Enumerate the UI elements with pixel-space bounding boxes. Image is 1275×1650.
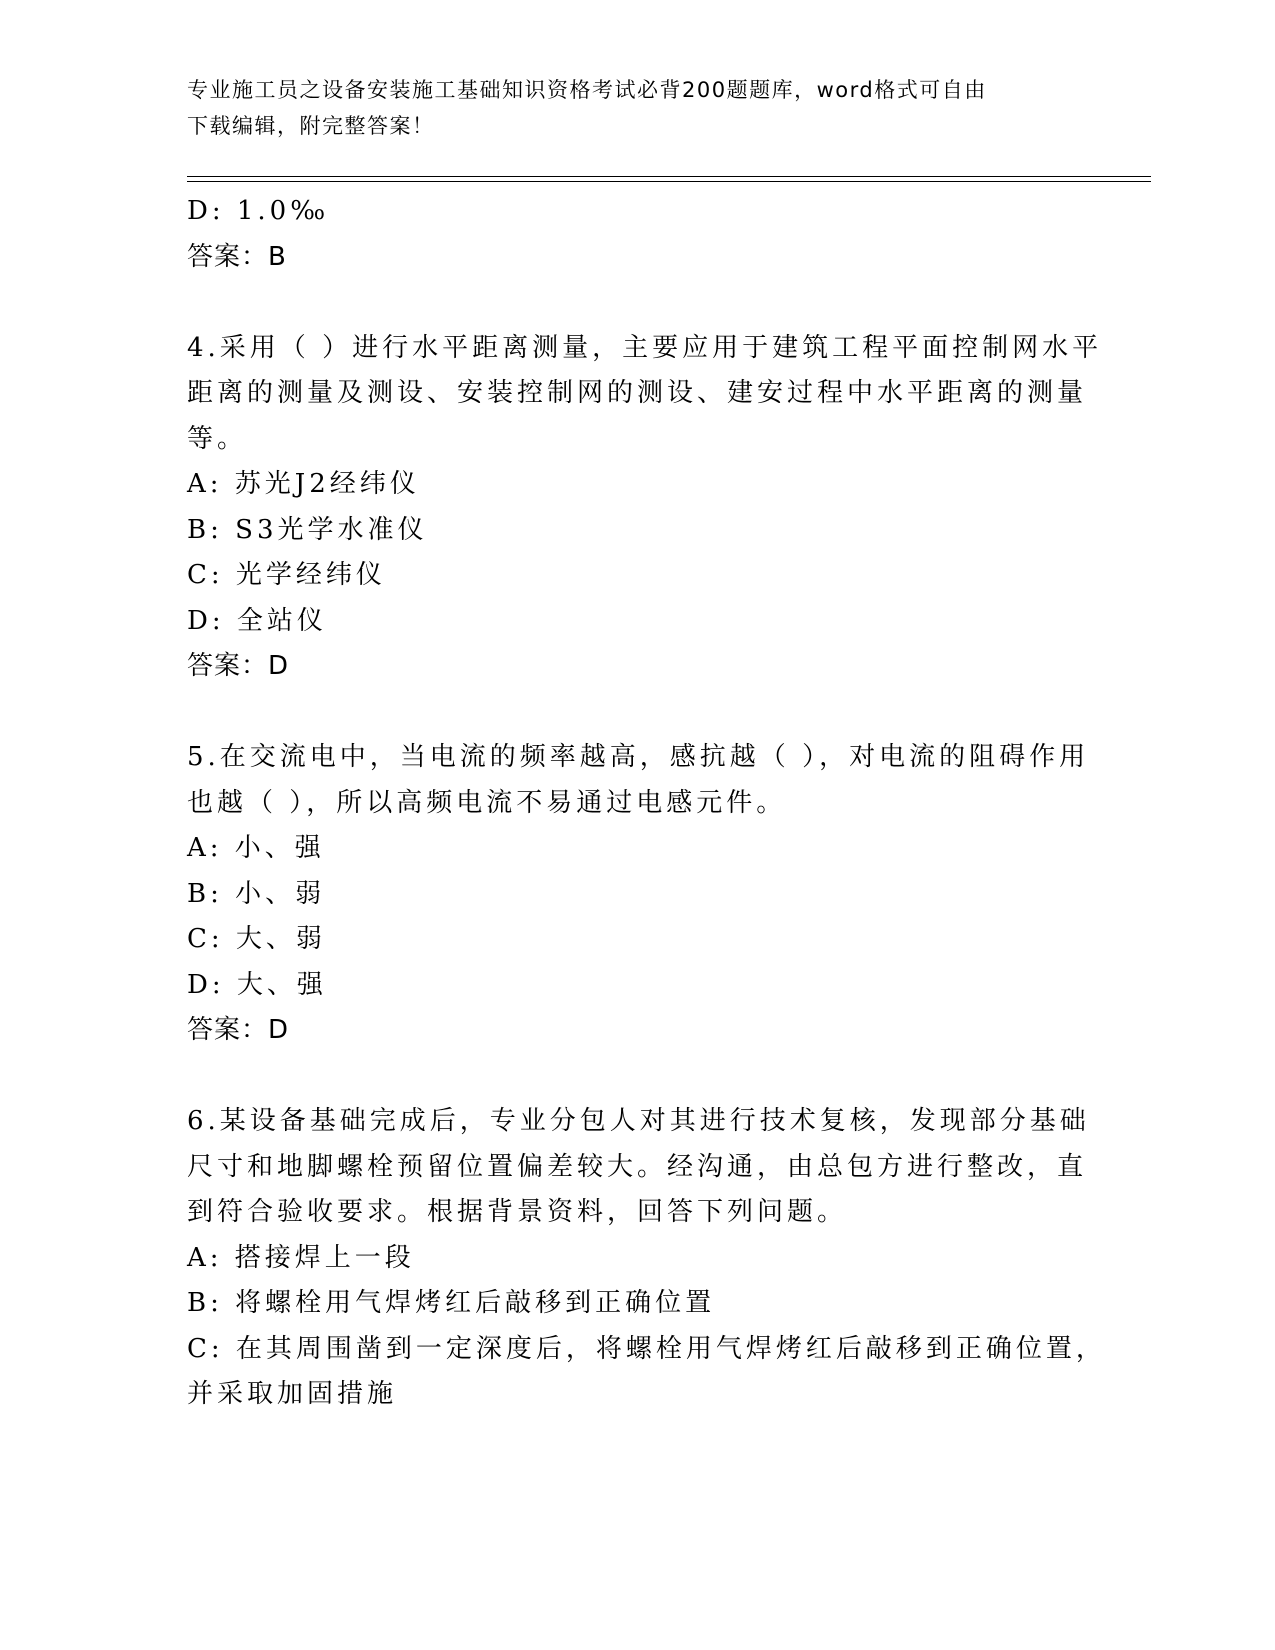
question-stem-line: 距离的测量及测设、安装控制网的测设、建安过程中水平距离的测量	[187, 378, 1088, 408]
header-divider-top	[187, 176, 1151, 177]
prev-answer: 答案：B	[187, 241, 287, 272]
question-stem-line: 也越（ ），所以高频电流不易通过电感元件。	[187, 787, 787, 818]
question-4	[187, 326, 1103, 690]
question-6	[187, 1099, 1106, 1418]
question-stem-line: 尺寸和地脚螺栓预留位置偏差较大。经沟通，由总包方进行整改，直	[187, 1151, 1088, 1182]
question-stem-line: 等。	[187, 423, 248, 454]
option-a: A: 小、强	[187, 833, 325, 863]
option-a: A: 搭接焊上一段	[187, 1242, 415, 1273]
question-stem-line: 6.某设备基础完成后，专业分包人对其进行技术复核，发现部分基础	[187, 1106, 1090, 1136]
spacer	[187, 1054, 1087, 1100]
page-header	[187, 72, 1067, 144]
option-b: B: S3光学水准仪	[187, 514, 428, 545]
option-c-continued: 并采取加固措施	[187, 1379, 398, 1409]
spacer	[187, 280, 1087, 326]
option-a: A: 苏光J2经纬仪	[187, 469, 420, 499]
option-c: C: 大、弱	[187, 924, 326, 954]
prev-option-d: D: 1.0‰	[187, 196, 330, 226]
option-d: D: 大、强	[187, 969, 327, 1000]
question-stem-line: 4.采用（ ）进行水平距离测量，主要应用于建筑工程平面控制网水平	[187, 332, 1103, 363]
header-line-1: 专业施工员之设备安装施工基础知识资格考试必背200题题库，word格式可自由	[187, 78, 987, 102]
question-5	[187, 735, 1090, 1054]
question-stem-line: 到符合验收要求。根据背景资料，回答下列问题。	[187, 1197, 848, 1227]
question-stem-line: 5.在交流电中，当电流的频率越高，感抗越（ ），对电流的阻碍作用	[187, 742, 1090, 772]
header-line-2: 下载编辑，附完整答案！	[187, 114, 435, 138]
option-c: C: 光学经纬仪	[187, 560, 386, 590]
header-divider-bottom	[187, 181, 1151, 182]
spacer	[187, 690, 1087, 736]
option-c: C: 在其周围凿到一定深度后，将螺栓用气焊烤红后敲移到正确位置，	[187, 1333, 1106, 1364]
answer: 答案：D	[187, 651, 290, 681]
option-b: B: 小、弱	[187, 878, 326, 909]
option-b: B: 将螺栓用气焊烤红后敲移到正确位置	[187, 1288, 716, 1318]
option-d: D: 全站仪	[187, 605, 327, 636]
answer: 答案：D	[187, 1015, 290, 1045]
question-list	[187, 189, 1106, 1418]
